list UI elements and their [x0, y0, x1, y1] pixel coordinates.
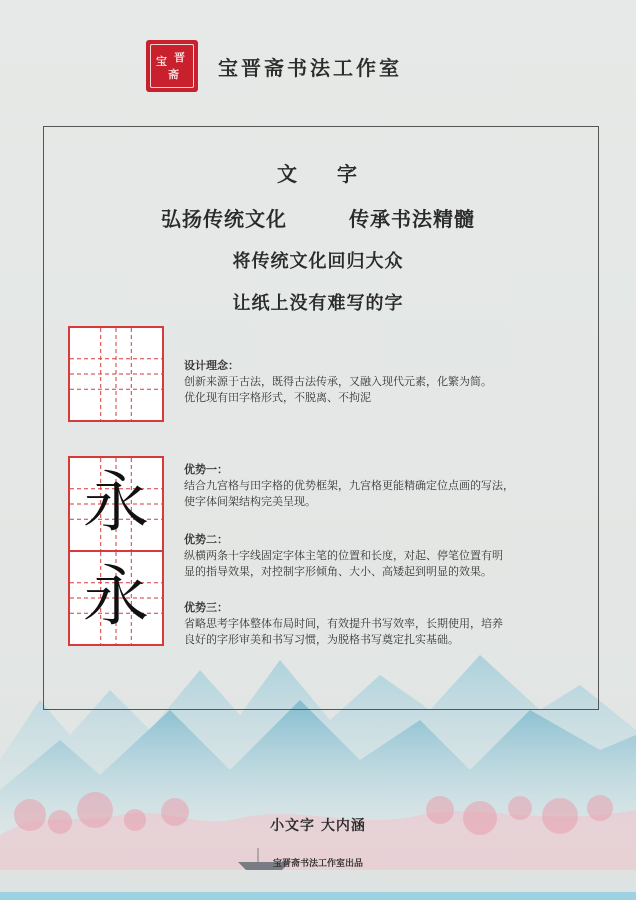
grid-guides — [70, 328, 162, 420]
advantage-heading: 优势二： — [184, 533, 228, 546]
title-line-4: 让纸上没有难写的字 — [232, 293, 404, 314]
sample-grid-upper — [68, 456, 164, 552]
advantage-1 — [184, 462, 514, 510]
empty-practice-grid — [68, 326, 164, 422]
title-word-2: 字 — [337, 162, 359, 186]
advantage-heading: 优势一： — [184, 463, 228, 476]
title-line-3: 将传统文化回归大众 — [232, 251, 404, 272]
advantage-line: 结合九宫格与田字格的优势框架，九宫格更能精确定位点画的写法， — [184, 479, 514, 492]
title-phrase-right: 传承书法精髓 — [349, 207, 475, 231]
design-line: 创新来源于古法，既得古法传承，又融入现代元素，化繁为简。 — [184, 375, 492, 388]
sample-grid-lower — [68, 550, 164, 646]
advantage-line: 使字体间架结构完美呈现。 — [184, 495, 316, 508]
advantage-3 — [184, 600, 503, 648]
sample-character-upper: 永 — [83, 464, 149, 541]
seal-logo — [146, 40, 198, 92]
credit-line: 宝晋斋书法工作室出品 — [272, 859, 363, 869]
seal-char-2: 宝 — [156, 55, 167, 68]
advantage-line: 显的指导效果，对控制字形倾角、大小、高矮起到明显的效果。 — [184, 565, 492, 578]
seal-char-3: 斋 — [168, 68, 179, 81]
studio-name: 宝晋斋书法工作室 — [218, 56, 402, 80]
seal-char-1: 晋 — [174, 51, 185, 64]
advantage-line: 纵横两条十字线固定字体主笔的位置和长度，对起、停笔位置有明 — [184, 549, 503, 562]
advantage-2 — [184, 532, 503, 580]
advantage-heading: 优势三： — [184, 601, 228, 614]
slogan: 小文字 大内涵 — [270, 818, 366, 834]
title-line-2 — [0, 203, 636, 232]
design-line: 优化现有田字格形式，不脱离、不拘泥 — [184, 391, 371, 404]
design-concept — [184, 358, 492, 406]
advantage-line: 良好的字形审美和书写习惯，为脱格书写奠定扎实基础。 — [184, 633, 459, 646]
advantage-line: 省略思考字体整体布局时间，有效提升书写效率，长期使用，培养 — [184, 617, 503, 630]
sample-character-lower: 永 — [83, 558, 149, 635]
design-heading: 设计理念： — [184, 359, 239, 372]
title-word-1: 文 — [277, 162, 299, 186]
title-line-1 — [0, 158, 636, 187]
title-phrase-left: 弘扬传统文化 — [161, 207, 287, 231]
